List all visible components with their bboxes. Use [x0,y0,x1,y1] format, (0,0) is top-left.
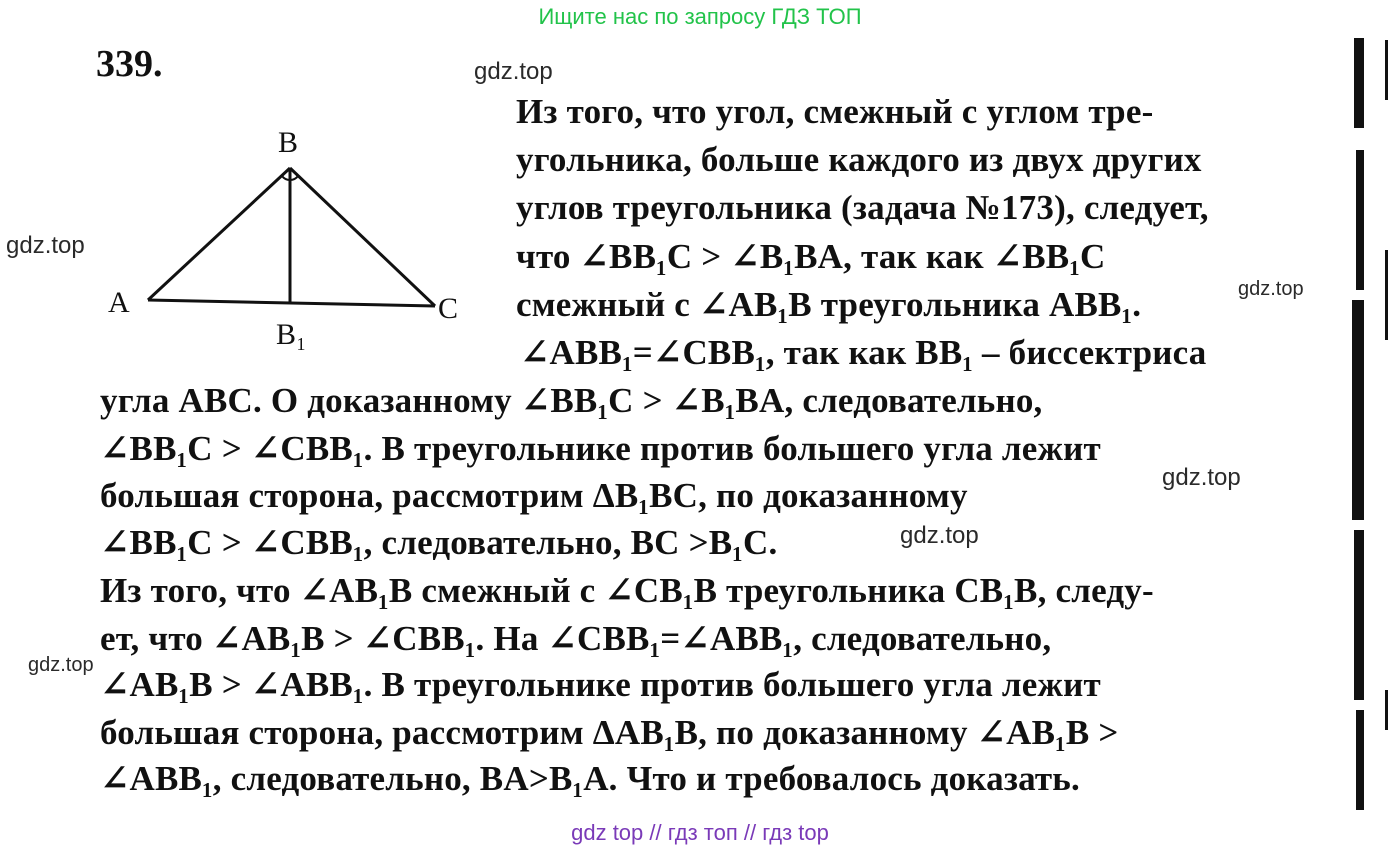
scan-edge [1354,530,1364,700]
text-line: ∠AB₁B > ∠ABB₁. В треугольнике против большего угла лежит [100,665,1101,704]
scan-edge [1385,40,1388,100]
text-line: Из того, что ∠AB₁B смежный с ∠CB₁B треугольника CB₁B, следу- [100,571,1154,610]
problem-number: 339. [96,43,163,85]
scan-edge [1356,150,1364,290]
watermark: gdz.top [1238,278,1304,300]
text-line: угла ABC. О доказанному ∠BB₁C > ∠B₁BA, следовательно, [100,381,1043,420]
vertex-label-b1: B₁ [276,318,307,351]
text-line: ∠BB₁C > ∠CBB₁, следовательно, BC >B₁C. [100,523,778,562]
bottom-banner: gdz top // гдз топ // гдз top [571,820,829,845]
side-ab [148,168,290,300]
watermark: gdz.top [1162,464,1241,491]
side-bc [290,168,435,306]
text-line: ∠ABB₁, следовательно, BA>B₁A. Что и требовалось доказать. [100,759,1080,798]
text-line: что ∠BB₁C > ∠B₁BA, так как ∠BB₁C [516,237,1106,276]
text-line: смежный с ∠AB₁B треугольника ABB₁. [516,285,1142,324]
text-line: Из того, что угол, смежный с углом тре- [516,92,1154,131]
vertex-label-b: B [278,126,299,159]
text-line: ет, что ∠AB₁B > ∠CBB₁. На ∠CBB₁=∠ABB₁, следовательно, [100,619,1052,658]
top-banner: Ищите нас по запросу ГДЗ ТОП [538,4,862,29]
scan-edge [1356,710,1364,810]
scan-edge [1385,690,1388,730]
text-line: большая сторона, рассмотрим ΔB₁BC, по доказанному [100,476,968,515]
text-line: углов треугольника (задача №173), следует, [516,188,1209,227]
watermark: gdz.top [900,522,979,549]
scan-edge [1352,300,1364,520]
text-line: ∠ABB₁=∠CBB₁, так как BB₁ – биссектриса [520,333,1207,372]
watermark: gdz.top [474,58,553,85]
watermark: gdz.top [28,654,94,676]
scan-edge [1385,250,1388,340]
scan-edge [1354,38,1364,128]
watermark: gdz.top [6,232,85,259]
text-line: большая сторона, рассмотрим ΔAB₁B, по доказанному ∠AB₁B > [100,713,1119,752]
text-line: угольника, больше каждого из двух других [516,140,1202,179]
text-line: ∠BB₁C > ∠CBB₁. В треугольнике против большего угла лежит [100,429,1101,468]
vertex-label-a: A [108,286,130,319]
vertex-label-c: C [438,292,459,325]
